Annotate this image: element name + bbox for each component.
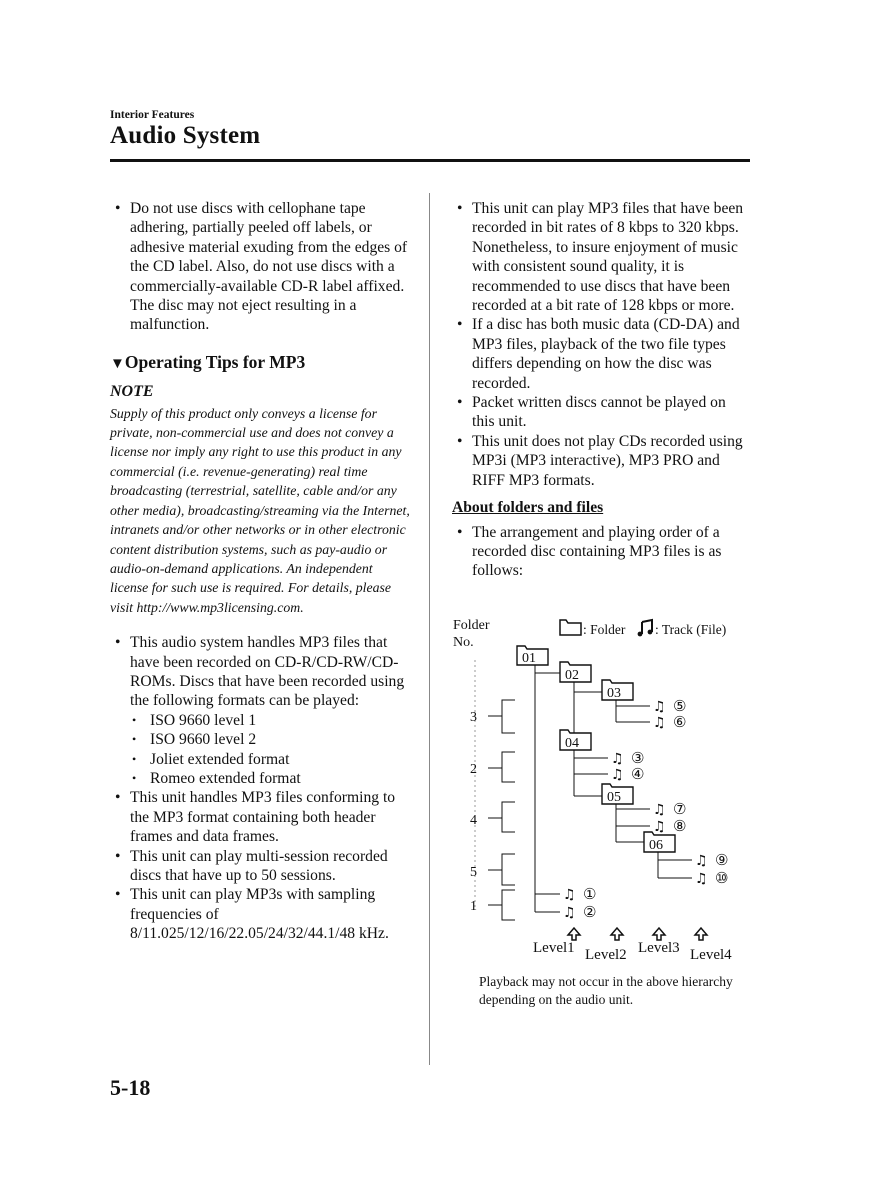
folder-number: 2 bbox=[470, 762, 477, 777]
folder-label: 02 bbox=[565, 668, 579, 683]
folder-number: 5 bbox=[470, 865, 477, 880]
bullet-item: • This unit can play MP3s with sampling frequencies of 8/11.025/12/16/22.05/24/32/44.1/48 kHz. bbox=[110, 885, 410, 943]
format-item: • Romeo extended format bbox=[130, 769, 410, 788]
left-column bbox=[110, 199, 410, 944]
format-item: • ISO 9660 level 2 bbox=[130, 730, 410, 749]
music-note-icon: ♫ bbox=[653, 819, 666, 835]
legend-track-text: : Track (File) bbox=[655, 622, 727, 637]
format-item: • ISO 9660 level 1 bbox=[130, 711, 410, 730]
music-note-icon: ♫ bbox=[611, 767, 624, 783]
bullet-item: • This unit can play MP3 files that have been recorded in bit rates of 8 kbps to 320 kbps. Nonetheless, to insure enjoyment of music with consistent sound quality, it is recommended to use discs that have been recorded at a bit rate of 128 kbps or more. bbox=[452, 199, 752, 315]
folder-label: 06 bbox=[649, 838, 663, 853]
track-item bbox=[695, 869, 728, 887]
track-item bbox=[653, 713, 686, 731]
bullet-item bbox=[110, 633, 410, 788]
bullet-item: • If a disc has both music data (CD-DA) and MP3 files, playback of the two file types differs depending on how the disc was recorded. bbox=[452, 315, 752, 393]
folder-label: 04 bbox=[565, 736, 579, 751]
track-number: ⑧ bbox=[673, 817, 687, 835]
folder-number: 3 bbox=[470, 710, 477, 725]
triangle-marker-icon: ▼ bbox=[110, 355, 125, 372]
level-label: Level3 bbox=[638, 940, 680, 956]
folder-icon bbox=[602, 680, 633, 701]
formats-sublist bbox=[130, 711, 410, 789]
folder-bullet-list bbox=[452, 523, 752, 581]
formats-bullet-list bbox=[110, 633, 410, 944]
page-number: 5-18 bbox=[110, 1075, 151, 1100]
level-arrow-icons bbox=[568, 928, 707, 940]
section-heading-text: Operating Tips for MP3 bbox=[124, 351, 306, 372]
bullet-item: • Do not use discs with cellophane tape adhering, partially peeled off labels, or adhesive material exuding from the edges of the CD label. Also, do not use discs with a commercially-available CD-R label affixed. The disc may not eject resulting in a malfunction. bbox=[110, 199, 410, 335]
formats-intro: This audio system handles MP3 files that have been recorded on CD-R/CD-RW/CD-ROMs. Discs that have been recorded using the following formats can be played: bbox=[130, 634, 405, 710]
right-bullet-list bbox=[452, 199, 752, 490]
folder-number-group bbox=[470, 700, 515, 920]
music-note-icon: ♫ bbox=[563, 905, 576, 921]
track-item bbox=[653, 817, 686, 835]
folder-label: 01 bbox=[522, 651, 536, 666]
folder-icon bbox=[517, 646, 548, 666]
level-label: Level2 bbox=[585, 947, 627, 963]
folder-number: 1 bbox=[470, 899, 477, 914]
track-number: ⑦ bbox=[673, 800, 687, 818]
folder-number: 4 bbox=[470, 813, 477, 828]
intro-bullet-list bbox=[110, 199, 410, 335]
diagram-caption: Playback may not occur in the above hierarchy depending on the audio unit. bbox=[479, 974, 733, 1007]
track-number: ① bbox=[583, 885, 597, 903]
subheading: About folders and files bbox=[452, 499, 604, 517]
track-number: ⑤ bbox=[673, 697, 687, 715]
music-note-icon: ♫ bbox=[695, 853, 708, 869]
music-note-icon: ♫ bbox=[653, 802, 666, 818]
music-note-legend-icon bbox=[638, 620, 653, 636]
folder-no-label: No. bbox=[453, 635, 474, 650]
track-item bbox=[611, 765, 644, 783]
bullet-item: • The arrangement and playing order of a recorded disc containing MP3 files is as follows: bbox=[452, 523, 752, 581]
right-column bbox=[452, 199, 752, 581]
note-title: NOTE bbox=[110, 383, 154, 401]
level-label: Level4 bbox=[690, 947, 732, 963]
folder-icon bbox=[644, 832, 675, 853]
folder-icon bbox=[560, 662, 591, 683]
music-note-icon: ♫ bbox=[695, 871, 708, 887]
bullet-item: • Packet written discs cannot be played on this unit. bbox=[452, 393, 752, 432]
track-number: ⑨ bbox=[715, 851, 729, 869]
track-number: ② bbox=[583, 903, 597, 921]
track-item bbox=[695, 851, 728, 869]
track-item bbox=[653, 800, 686, 818]
folder-hierarchy-diagram bbox=[440, 610, 760, 970]
track-item bbox=[563, 885, 596, 903]
bullet-item: • This unit handles MP3 files conforming to the MP3 format containing both header frames and data frames. bbox=[110, 788, 410, 846]
track-item bbox=[563, 903, 596, 921]
folder-icon bbox=[560, 730, 591, 751]
music-note-icon: ♫ bbox=[563, 887, 576, 903]
music-note-icon: ♫ bbox=[653, 699, 666, 715]
format-item: • Joliet extended format bbox=[130, 750, 410, 769]
note-body: Supply of this product only conveys a license for private, non-commercial use and does not convey a license nor imply any right to use this product in any commercial (i.e. revenue-generating) real time broadcasting (terrestrial, satellite, cable and/or any other media), broadcasting/streaming via the Internet, intranets and/or other networks or in other electronic content distribution systems, such as pay-audio or audio-on-demand applications. An independent license for such use is required. For details, please visit http://www.mp3licensing.com. bbox=[110, 405, 410, 615]
folder-no-label: Folder bbox=[453, 618, 490, 633]
level-label: Level1 bbox=[533, 940, 575, 956]
folder-label: 05 bbox=[607, 790, 621, 805]
track-number: ④ bbox=[631, 765, 645, 783]
track-number: ③ bbox=[631, 749, 645, 767]
title-rule bbox=[110, 159, 750, 162]
page-title: Audio System bbox=[110, 122, 261, 149]
bullet-item: • This unit can play multi-session recorded discs that have up to 50 sessions. bbox=[110, 847, 410, 886]
folder-label: 03 bbox=[607, 686, 621, 701]
music-note-icon: ♫ bbox=[653, 715, 666, 731]
column-divider bbox=[429, 193, 430, 1065]
folder-icon bbox=[602, 784, 633, 805]
section-heading bbox=[110, 353, 410, 374]
bullet-item: • This unit does not play CDs recorded using MP3i (MP3 interactive), MP3 PRO and RIFF MP3 formats. bbox=[452, 432, 752, 490]
music-note-icon: ♫ bbox=[611, 751, 624, 767]
track-number: ⑩ bbox=[715, 869, 729, 887]
folder-legend-icon bbox=[560, 620, 581, 635]
section-label: Interior Features bbox=[110, 109, 195, 121]
track-number: ⑥ bbox=[673, 713, 687, 731]
legend-folder-text: : Folder bbox=[583, 622, 626, 637]
